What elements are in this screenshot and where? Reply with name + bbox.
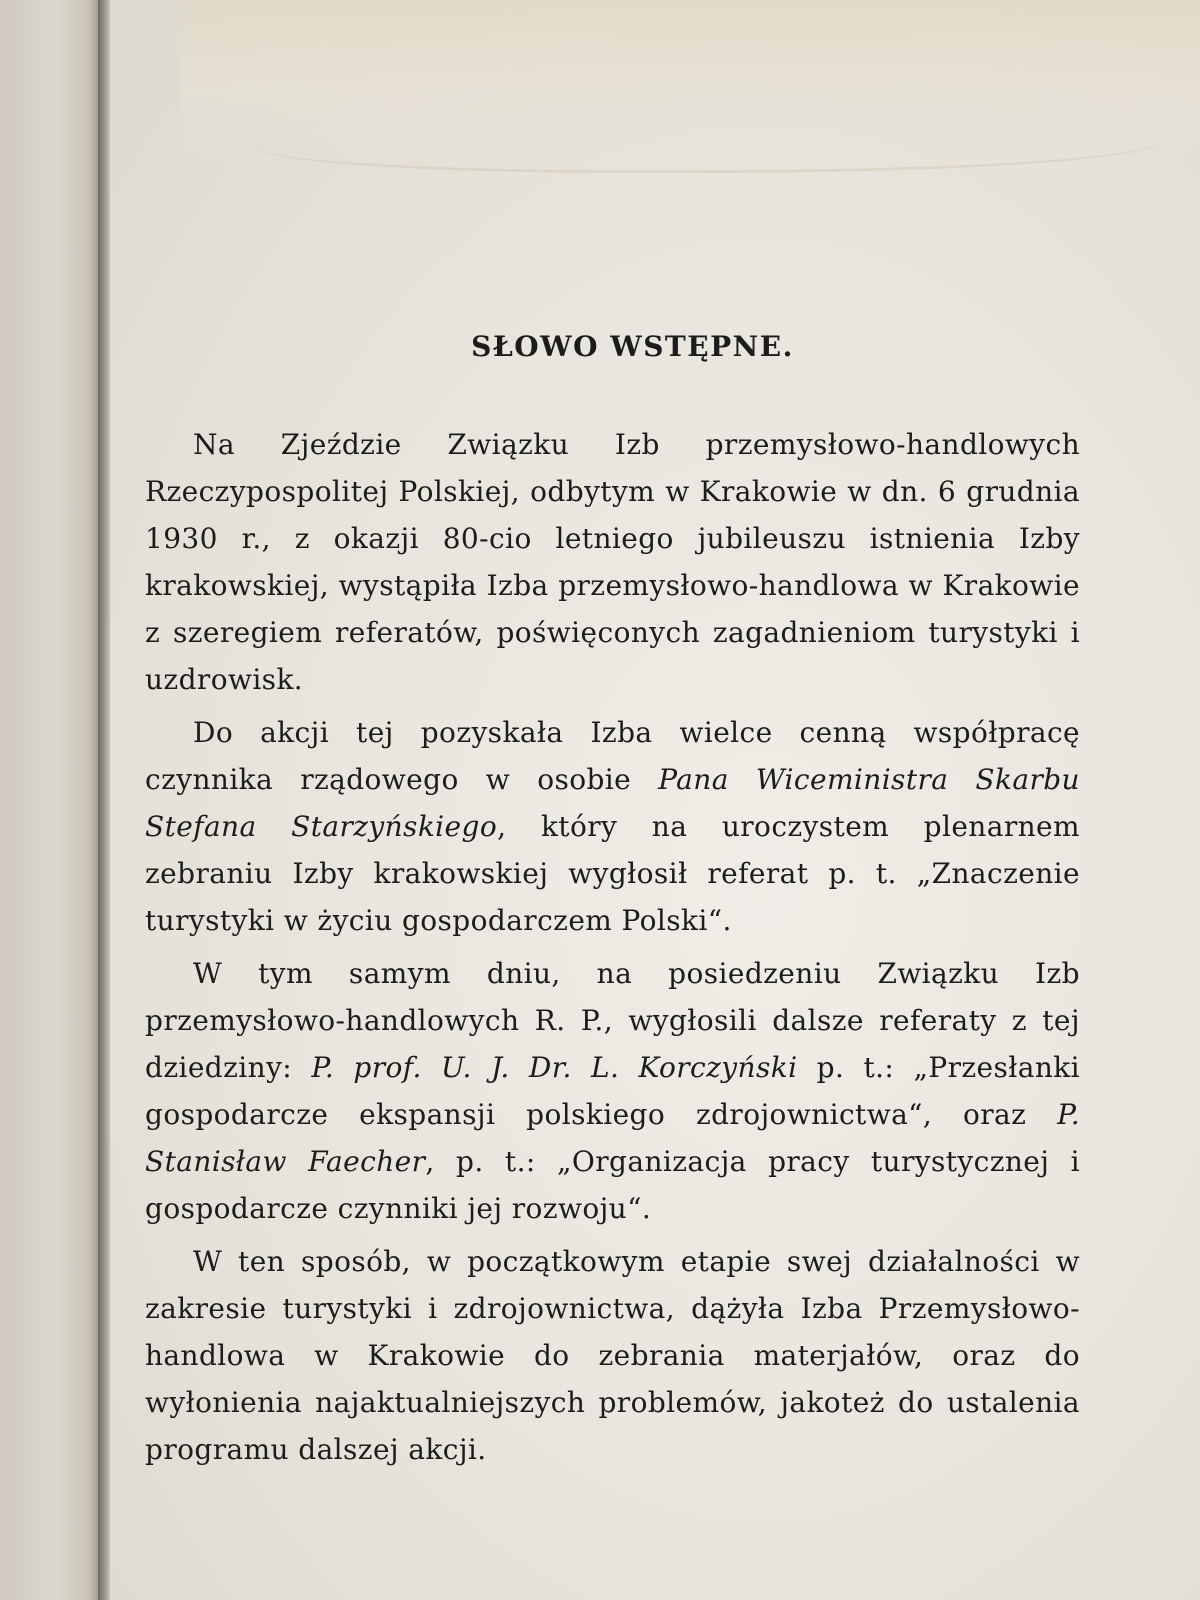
paragraph-2 — [145, 709, 1080, 944]
page-content — [145, 330, 1080, 1473]
paragraph-3-text-b: p. t.: „Przesłanki gospodarcze ekspansji polskiego zdrojownictwa“, oraz — [145, 1051, 1080, 1131]
paragraph-2-text-b: , który na uroczystem plenarnem zebraniu Izby krakowskiej wygłosił referat p. t. „Znaczenie turystyki w życiu gospodarczem Polski“. — [145, 810, 1080, 937]
paragraph-2-text-a: Do akcji tej pozyskała Izba wielce cenną współpracę czynnika rządowego w osobie — [145, 716, 1080, 796]
page-title: SŁOWO WSTĘPNE. — [471, 330, 794, 363]
paragraph-1 — [145, 421, 1080, 703]
paragraph-3-person-name-2: P. Stanisław Faecher — [145, 1098, 1080, 1178]
paragraph-1-text: Na Zjeździe Związku Izb przemysłowo-handlowych Rzeczypospolitej Polskiej, odbytym w Krakowie w dn. 6 grudnia 1930 r., z okazji 80-cio letniego jubileuszu istnienia Izby krakowskiej, wystąpiła Izba przemysłowo-handlowa w Krakowie z szeregiem referatów, poświęconych zagadnieniom turystyki i uzdrowisk. — [145, 428, 1080, 696]
paragraph-4 — [145, 1238, 1080, 1473]
paragraph-3-text-a: W tym samym dniu, na posiedzeniu Związku Izb przemysłowo-handlowych R. P., wygłosili dalsze referaty z tej dziedziny: — [145, 957, 1080, 1084]
paragraph-3-text-c: , p. t.: „Organizacja pracy turystycznej i gospodarcze czynniki jej rozwoju“. — [145, 1145, 1080, 1225]
paragraph-4-text: W ten sposób, w początkowym etapie swej działalności w zakresie turystyki i zdrojownictwa, dążyła Izba Przemysłowo-handlowa w Krakowie do zebrania materjałów, oraz do wyłonienia najaktualniejszych problemów, jakoteż do ustalenia programu dalszej akcji. — [145, 1245, 1080, 1466]
paragraph-3 — [145, 950, 1080, 1232]
paragraph-2-person-name: Pana Wiceministra Skarbu Stefana Starzyńskiego — [145, 763, 1080, 843]
paragraph-3-person-name-1: P. prof. U. J. Dr. L. Korczyński — [311, 1051, 798, 1084]
water-stain-edge — [260, 110, 1160, 173]
facing-page-edge — [0, 0, 104, 1600]
